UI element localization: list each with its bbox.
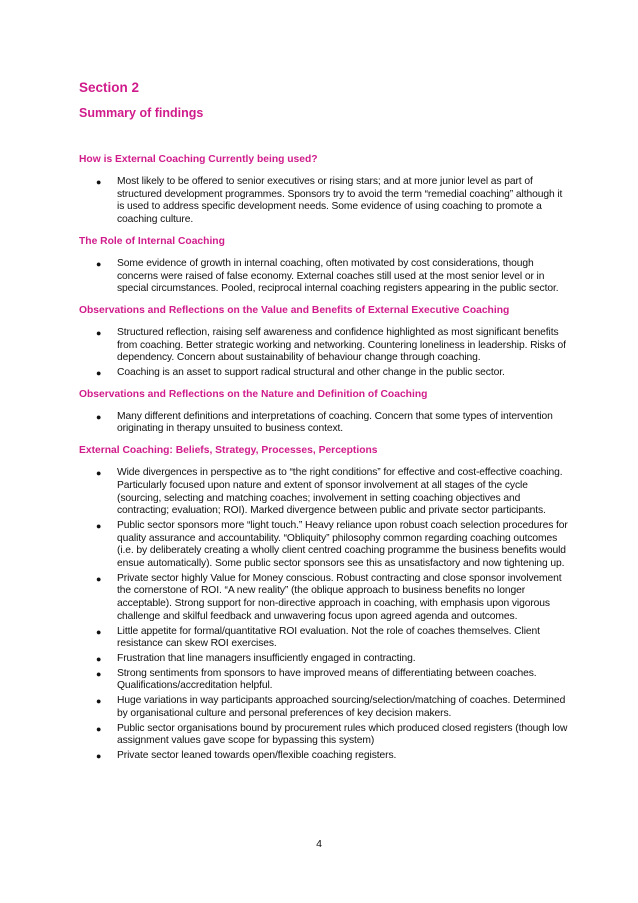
- list-item: ● Huge variations in way participants approached sourcing/selection/matching of coaches. Determined by organisational culture and personal preferences of key decision makers.: [96, 695, 566, 719]
- bullet-list: [79, 411, 569, 436]
- list-item: ● Little appetite for formal/quantitative ROI evaluation. Not the role of coaches themselves. Client resistance can skew ROI exercises.: [96, 625, 540, 650]
- list-item: ● Many different definitions and interpretations of coaching. Concern that some types of intervention originating in therapy unsuited to business context.: [96, 410, 553, 435]
- bullet-icon: ●: [96, 258, 102, 269]
- findings-content: [79, 153, 569, 771]
- list-item: ● Frustration that line managers insufficiently engaged in contracting.: [96, 652, 416, 664]
- heading-external-coaching-usage: How is External Coaching Currently being used?: [79, 154, 318, 165]
- list-item: ● Coaching is an asset to support radical structural and other change in the public sector.: [96, 367, 505, 379]
- list-item: ● Private sector leaned towards open/flexible coaching registers.: [96, 749, 397, 761]
- bullet-icon: ●: [96, 626, 102, 637]
- heading-value-benefits: Observations and Reflections on the Value and Benefits of External Executive Coaching: [79, 304, 510, 316]
- bullet-icon: ●: [96, 696, 102, 707]
- heading-nature-definition: Observations and Reflections on the Nature and Definition of Coaching: [79, 388, 428, 400]
- heading-beliefs-strategy: External Coaching: Beliefs, Strategy, Processes, Perceptions: [79, 445, 378, 457]
- list-item: ● Public sector organisations bound by procurement rules which produced closed registers (though low assignment values gave scope for bypassing this system): [96, 722, 568, 747]
- bullet-icon: ●: [96, 327, 102, 338]
- page-number: 4: [316, 838, 322, 850]
- bullet-icon: ●: [96, 177, 102, 187]
- bullet-icon: ●: [96, 368, 102, 379]
- list-item: ● Private sector highly Value for Money conscious. Robust contracting and close sponsor involvement the cornerstone of ROI. “A new reality” (the oblique approach to business benefits no longer acceptable). Strong support for non-directive approach in coaching, with emphasis upon vigorous challenge and skilful feedback and unwavering focus upon agreed agenda and outcomes.: [96, 572, 562, 622]
- list-item: ● Some evidence of growth in internal coaching, often motivated by cost considerations, though concerns were raised of false economy. External coaches still used at the most senior level or in special circumstances. Pooled, reciprocal internal coaching registers appearing in the public sector.: [96, 257, 559, 295]
- bullet-list: [79, 258, 569, 296]
- list-item: ● Public sector sponsors more “light touch.” Heavy reliance upon robust coach selection procedures for quality assurance and accountability. “Obliquity” philosophy common regarding coaching outcomes (i.e. by deliberately creating a wholly client centred coaching programme the business benefits would ensue automatically). Some public sector sponsors see this as unsatisfactory and now tightening up.: [96, 519, 568, 570]
- bullet-list: [79, 327, 569, 380]
- section-subtitle: Summary of findings: [79, 106, 204, 120]
- bullet-icon: ●: [96, 468, 102, 479]
- bullet-icon: ●: [96, 520, 102, 531]
- section-title: Section 2: [79, 80, 140, 95]
- bullet-icon: ●: [96, 750, 102, 761]
- bullet-icon: ●: [96, 653, 102, 664]
- list-item: ● Structured reflection, raising self awareness and confidence highlighted as most significant benefits from coaching. Better strategic working and networking. Countering loneliness in leadership. Risks of dependency. Concern about sustainability of behaviour change through coaching.: [96, 326, 566, 364]
- list-item: ● Strong sentiments from sponsors to have improved means of differentiating between coaches. Qualifications/accreditation helpful.: [96, 667, 537, 692]
- heading-internal-coaching: The Role of Internal Coaching: [79, 235, 225, 247]
- bullet-icon: ●: [96, 668, 102, 679]
- list-item: ● Most likely to be offered to senior executives or rising stars; and at more junior level as part of structured development programmes. Sponsors try to avoid the term “remedial coaching” although it is used to address specific development needs. Some evidence of using coaching to promote a coaching culture.: [96, 176, 563, 226]
- bullet-icon: ●: [96, 573, 102, 584]
- bullet-list: [79, 467, 569, 762]
- list-item: ● Wide divergences in perspective as to “the right conditions” for effective and cost-effective coaching. Particularly focused upon nature and extent of sponsor involvement at all stages of the cycle (sourcing, selecting and matching coaches; involvement in setting coaching objectives and contracting; evaluation; ROI). Marked divergence between public and private sector participants.: [96, 467, 563, 517]
- bullet-icon: ●: [96, 411, 102, 422]
- bullet-list: [79, 176, 569, 227]
- bullet-icon: ●: [96, 723, 102, 734]
